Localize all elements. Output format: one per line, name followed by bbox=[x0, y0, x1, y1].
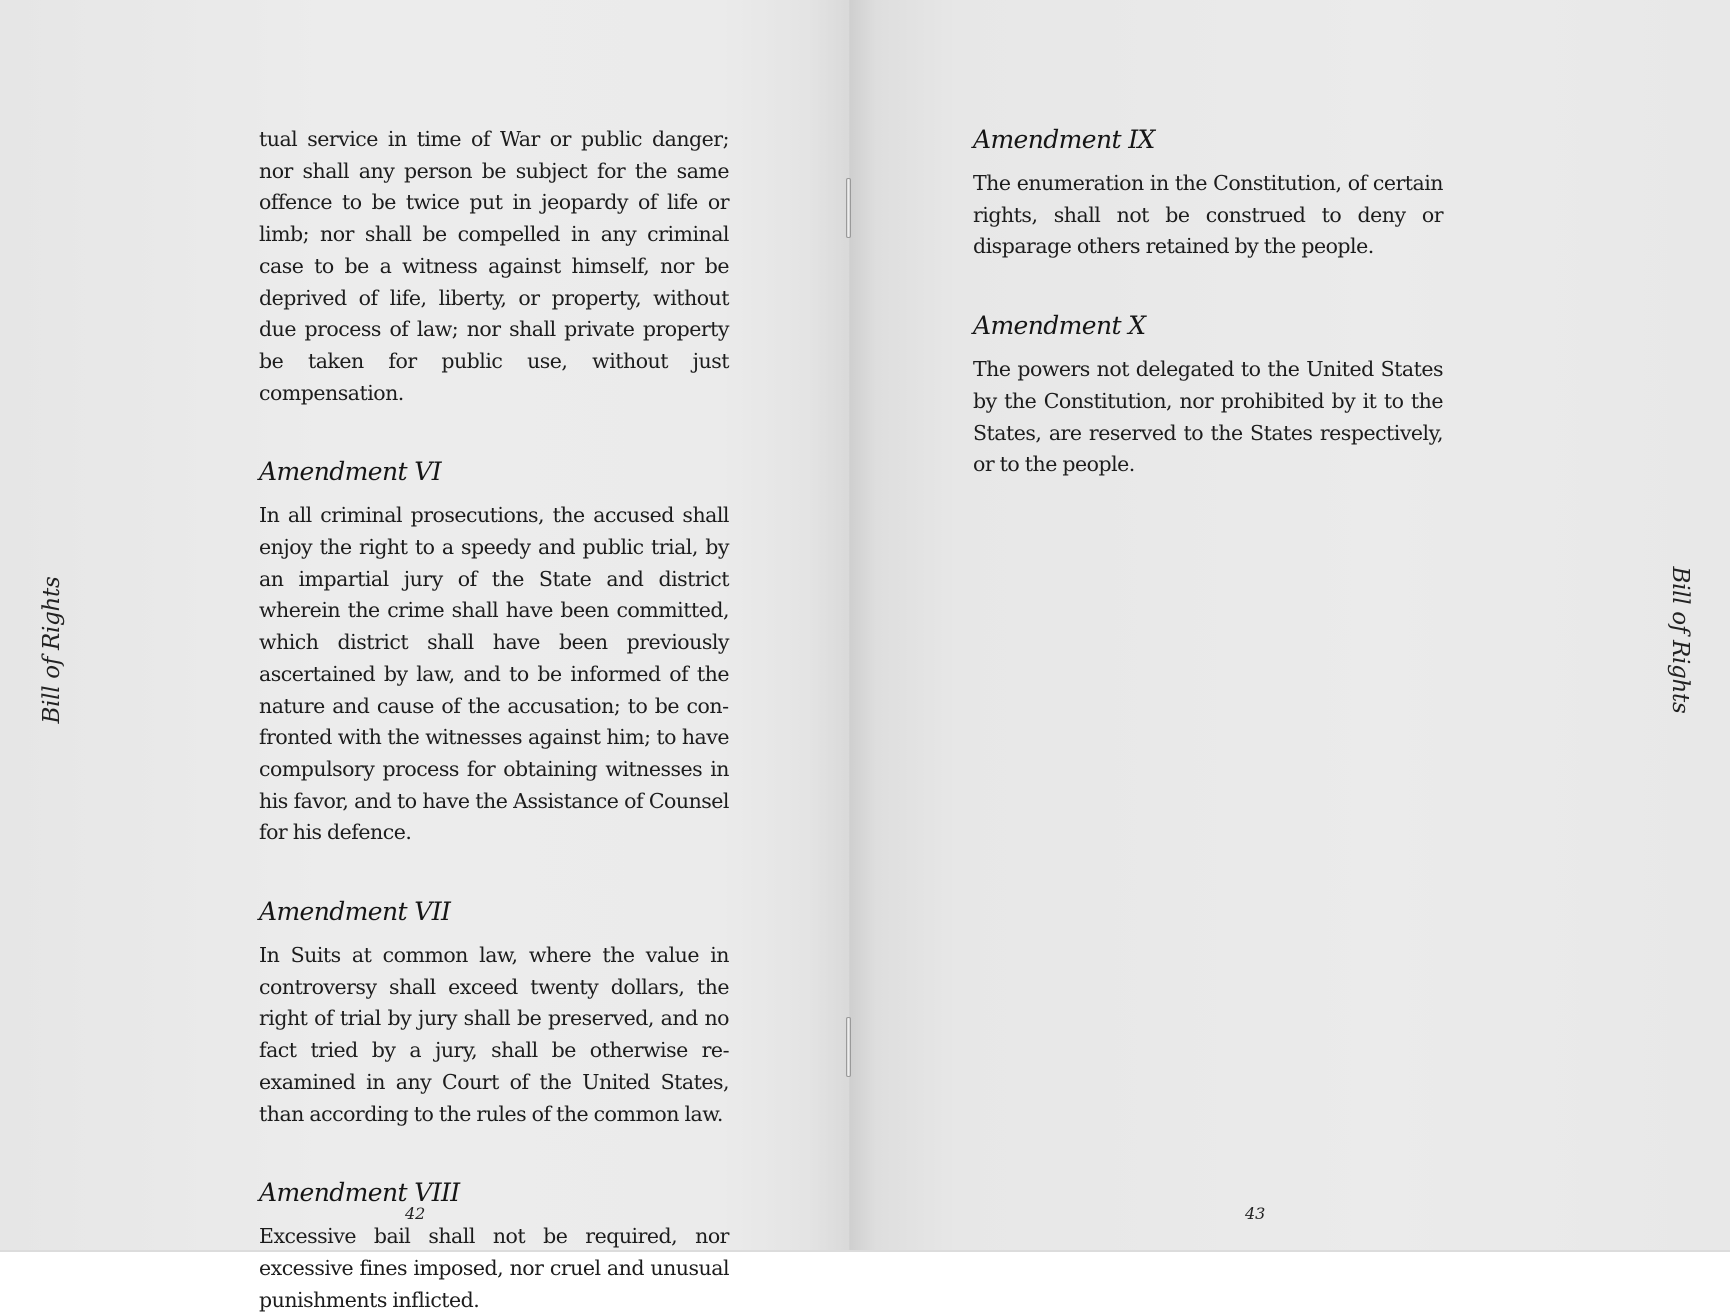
amendment-ix-text: The enumeration in the Constitution, of certain rights, shall not be construed to deny or disparage others retained by the people. bbox=[973, 171, 1443, 259]
right-running-head: Bill of Rights bbox=[1667, 566, 1693, 714]
left-text-block bbox=[259, 124, 729, 1316]
amendment-vi-heading: Amendment VI bbox=[259, 457, 441, 487]
amendment-viii-heading: Amendment VIII bbox=[259, 1178, 460, 1208]
amendment-viii-text: Excessive bail shall not be required, nor excessive fines imposed, nor cruel and unusual punishments inflicted. bbox=[259, 1224, 729, 1312]
amendment-vii-text: In Suits at common law, where the value in controversy shall exceed twenty dollars, the right of trial by jury shall be preserved, and no fact tried by a jury, shall be otherwise re-examined in any Court of the United States, than according to the rules of the common law. bbox=[259, 943, 729, 1126]
amendment-viii-section bbox=[259, 1177, 729, 1316]
amendment-vi-text: In all criminal prosecutions, the accused shall enjoy the right to a speedy and public trial, by an impartial jury of the State and district wherein the crime shall have been committed, which district shall have been previously ascertained by law, and to be informed of the nature and cause of the accusation; to be confronted with the witnesses against him; to have compulsory process for obtaining witnesses in his favor, and to have the Assistance of Counsel for his defence. bbox=[259, 503, 729, 845]
amendment-vi-section bbox=[259, 456, 729, 849]
left-page-number: 42 bbox=[405, 1204, 426, 1223]
amendment-vii-heading: Amendment VII bbox=[259, 897, 451, 927]
page-bottom-edge bbox=[0, 1250, 1730, 1252]
right-text-block bbox=[973, 124, 1443, 481]
bottom-staple bbox=[846, 1017, 851, 1077]
right-page bbox=[850, 0, 1730, 1250]
amendment-x-heading: Amendment X bbox=[973, 311, 1146, 341]
right-page-number: 43 bbox=[1245, 1204, 1266, 1223]
amendment-x-text: The powers not delegated to the United States by the Constitution, nor prohibited by it to the States, are reserved to the States respectively, or to the people. bbox=[973, 357, 1443, 477]
continued-paragraph: tual service in time of War or public danger; nor shall any person be subject for the same offence to be twice put in jeopardy of life or limb; nor shall be compelled in any criminal case to be a witness against himself, nor be deprived of life, liberty, or property, without due process of law; nor shall private property be taken for public use, without just compensation. bbox=[259, 127, 729, 405]
amendment-x-section bbox=[973, 310, 1443, 481]
top-staple bbox=[846, 178, 851, 238]
left-running-head: Bill of Rights bbox=[39, 576, 65, 724]
amendment-ix-section bbox=[973, 124, 1443, 263]
amendment-ix-heading: Amendment IX bbox=[973, 125, 1155, 154]
left-page bbox=[0, 0, 850, 1312]
amendment-vii-section bbox=[259, 896, 729, 1130]
